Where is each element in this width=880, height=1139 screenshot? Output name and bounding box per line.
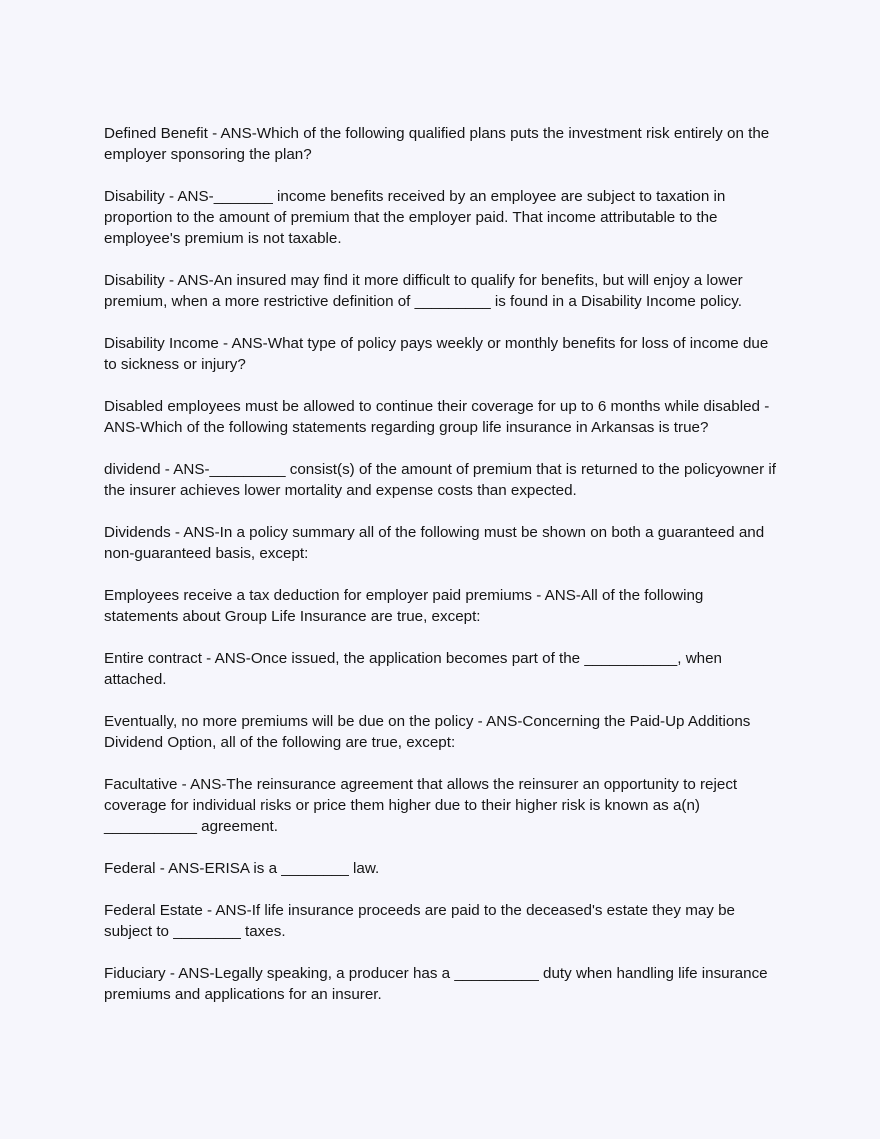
qa-entry-disability-taxation: Disability - ANS-_______ income benefits received by an employee are subject to taxation in proportion to the amount of premium that the employer paid. That income attributable to the employee's premium is not taxable. [104,188,730,247]
qa-entry-employees-tax-deduction: Employees receive a tax deduction for employer paid premiums - ANS-All of the following statements about Group Life Insurance are true, except: [104,587,708,625]
qa-entry-entire-contract: Entire contract - ANS-Once issued, the application becomes part of the ___________, when attached. [104,650,727,688]
qa-entry-disability-income: Disability Income - ANS-What type of policy pays weekly or monthly benefits for loss of income due to sickness or injury? [104,335,773,373]
qa-entry-disabled-employees: Disabled employees must be allowed to continue their coverage for up to 6 months while disabled - ANS-Which of the following statements regarding group life insurance in Arkansas is true? [104,398,773,436]
document-page [104,123,781,1026]
qa-entry-paid-up-additions: Eventually, no more premiums will be due on the policy - ANS-Concerning the Paid-Up Additions Dividend Option, all of the following are true, except: [104,713,755,751]
qa-entry-fiduciary: Fiduciary - ANS-Legally speaking, a producer has a __________ duty when handling life insurance premiums and applications for an insurer. [104,965,772,1003]
qa-entry-disability-definition: Disability - ANS-An insured may find it more difficult to qualify for benefits, but will enjoy a lower premium, when a more restrictive definition of _________ is found in a Disability Income policy. [104,272,747,310]
qa-entry-federal: Federal - ANS-ERISA is a ________ law. [104,860,380,877]
qa-entry-defined-benefit: Defined Benefit - ANS-Which of the following qualified plans puts the investment risk entirely on the employer sponsoring the plan? [104,125,774,163]
qa-entry-facultative: Facultative - ANS-The reinsurance agreement that allows the reinsurer an opportunity to reject coverage for individual risks or price them higher due to their higher risk is known as a(n) ___________ agreement. [104,776,742,835]
qa-entry-dividends: Dividends - ANS-In a policy summary all of the following must be shown on both a guaranteed and non-guaranteed basis, except: [104,524,769,562]
qa-entry-dividend: dividend - ANS-_________ consist(s) of the amount of premium that is returned to the policyowner if the insurer achieves lower mortality and expense costs than expected. [104,461,781,499]
qa-entry-federal-estate: Federal Estate - ANS-If life insurance proceeds are paid to the deceased's estate they may be subject to ________ taxes. [104,902,740,940]
